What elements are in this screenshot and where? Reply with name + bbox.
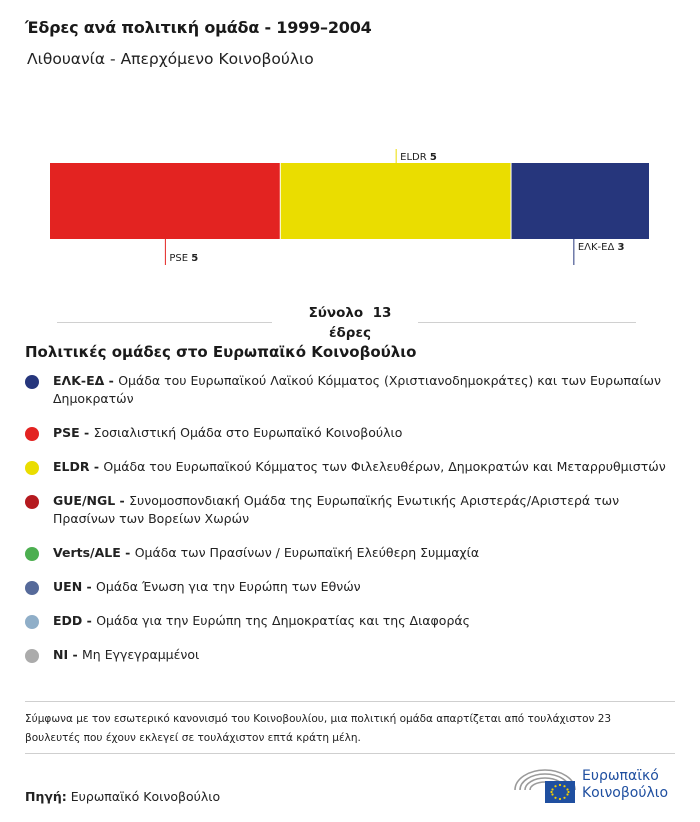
total-unit: έδρες xyxy=(329,325,371,341)
logo-text xyxy=(582,768,668,802)
legend-abbr: ELDR - xyxy=(53,459,104,474)
legend-desc: Ομάδα για την Ευρώπη της Δημοκρατίας και της Διαφοράς xyxy=(96,613,470,628)
note-divider-bottom xyxy=(25,753,675,754)
legend-desc: Ομάδα των Πρασίνων / Ευρωπαϊκή Ελεύθερη Συμμαχία xyxy=(134,545,480,560)
legend-title: Πολιτικές ομάδες στο Ευρωπαϊκό Κοινοβούλιο xyxy=(25,343,417,361)
legend-color-dot xyxy=(25,581,39,595)
bar-segment-1 xyxy=(281,163,511,239)
seats-bar-chart xyxy=(0,140,700,280)
source xyxy=(25,789,220,804)
bar-label-0: PSE 5 xyxy=(169,253,199,264)
legend-abbr: ΕΛΚ-ΕΔ - xyxy=(53,373,119,388)
source-label: Πηγή: xyxy=(25,789,67,804)
total-label: Σύνολο xyxy=(308,305,364,321)
legend-color-dot xyxy=(25,375,39,389)
legend-desc: Συνομοσπονδιακή Ομάδα της Ευρωπαϊκής Ενωτικής Αριστεράς/Αριστερά των Πρασίνων των Βορείων Χωρών xyxy=(53,493,620,526)
legend-text xyxy=(53,612,673,630)
legend-abbr: Verts/ALE - xyxy=(53,545,135,560)
legend-desc: Σοσιαλιστική Ομάδα στο Ευρωπαϊκό Κοινοβούλιο xyxy=(93,425,403,440)
legend-desc: Ομάδα του Ευρωπαϊκού Λαϊκού Κόμματος (Χριστιανοδημοκράτες) και των Ευρωπαίων Δημοκρατών xyxy=(53,373,662,406)
legend-text xyxy=(53,646,673,664)
legend-text xyxy=(53,424,673,442)
legend-desc: Ομάδα του Ευρωπαϊκού Κόμματος των Φιλελευθέρων, Δημοκρατών και Μεταρρυθμιστών xyxy=(103,459,666,474)
chart-subtitle: Λιθουανία - Απερχόμενο Κοινοβούλιο xyxy=(27,50,314,68)
bar-label-1: ELDR 5 xyxy=(400,152,437,163)
legend-text xyxy=(53,578,673,596)
chart-title: Έδρες ανά πολιτική ομάδα - 1999–2004 xyxy=(25,18,372,37)
european-parliament-logo xyxy=(512,764,682,806)
legend-desc: Ομάδα Ένωση για την Ευρώπη των Εθνών xyxy=(96,579,361,594)
legend-desc: Μη Εγγεγραμμένοι xyxy=(82,647,200,662)
bar-label-2: ΕΛΚ-ΕΔ 3 xyxy=(577,242,625,253)
logo-line-2: Κοινοβούλιο xyxy=(582,785,669,801)
total-divider-left xyxy=(57,322,272,323)
legend-color-dot xyxy=(25,649,39,663)
total-value: 13 xyxy=(372,305,392,321)
note-divider-top xyxy=(25,701,675,702)
legend-text xyxy=(53,492,673,528)
legend-text xyxy=(53,458,673,476)
footnote: Σύμφωνα με τον εσωτερικό κανονισμό του Κοινοβουλίου, μια πολιτική ομάδα απαρτίζεται από τουλάχιστον 23 βουλευτές που έχουν εκλεγεί σε τουλάχιστον επτά κράτη μέλη. xyxy=(25,713,612,744)
legend-abbr: GUE/NGL - xyxy=(53,493,130,508)
total-seats xyxy=(300,303,400,343)
legend-abbr: EDD - xyxy=(53,613,97,628)
bar-segment-0 xyxy=(50,163,280,239)
parliament-hemicycle-icon xyxy=(512,764,578,806)
legend-abbr: NI - xyxy=(53,647,83,662)
source-text: Ευρωπαϊκό Κοινοβούλιο xyxy=(70,789,221,804)
legend-abbr: UEN - xyxy=(53,579,97,594)
bar-segment-2 xyxy=(512,163,649,239)
legend-abbr: PSE - xyxy=(53,425,94,440)
legend-color-dot xyxy=(25,615,39,629)
legend-color-dot xyxy=(25,547,39,561)
legend-text xyxy=(53,544,673,562)
legend-text xyxy=(53,372,673,408)
legend-color-dot xyxy=(25,495,39,509)
logo-line-1: Ευρωπαϊκό xyxy=(582,768,659,784)
legend-color-dot xyxy=(25,461,39,475)
total-divider-right xyxy=(418,322,636,323)
legend-color-dot xyxy=(25,427,39,441)
